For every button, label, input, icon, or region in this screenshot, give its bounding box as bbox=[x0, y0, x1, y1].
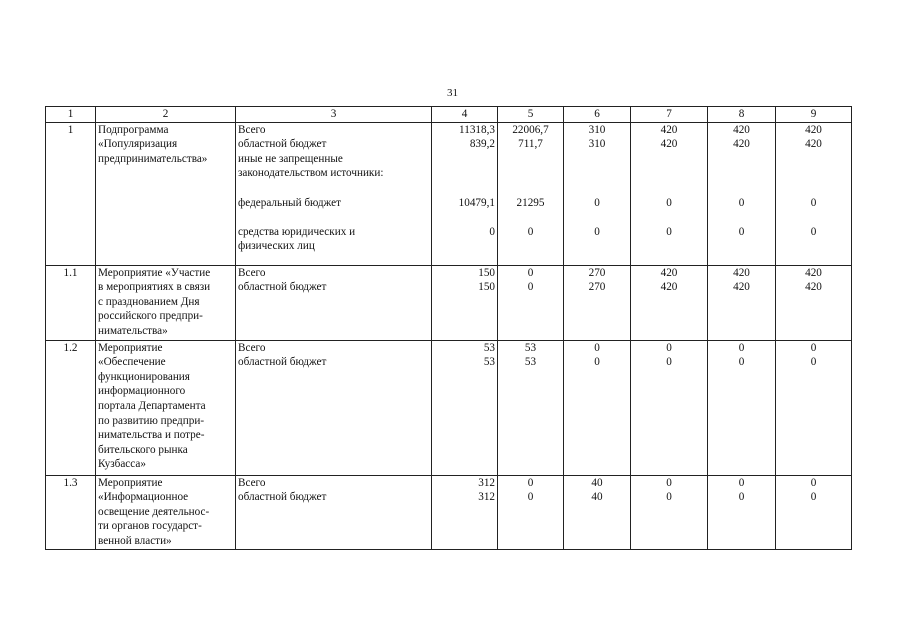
funding-source-line: Всего bbox=[238, 123, 266, 136]
row-number: 1.2 bbox=[46, 340, 96, 475]
row-number: 1.3 bbox=[46, 475, 96, 549]
amount-cell bbox=[776, 122, 852, 265]
program-name-line: по развитию предпри- bbox=[98, 414, 205, 427]
amount-value: 11318,3 bbox=[459, 123, 495, 136]
col-header: 6 bbox=[564, 107, 631, 123]
amount-value bbox=[778, 181, 849, 196]
amount-cell bbox=[498, 340, 564, 475]
amount-value: 0 bbox=[666, 341, 672, 354]
amount-value: 0 bbox=[594, 356, 600, 369]
amount-value bbox=[633, 166, 705, 181]
page-number: 31 bbox=[447, 87, 458, 99]
funding-source-line bbox=[238, 210, 429, 225]
program-name bbox=[96, 340, 236, 475]
amount-value bbox=[710, 166, 773, 181]
amount-cell bbox=[432, 122, 498, 265]
amount-cell bbox=[498, 475, 564, 549]
amount-value: 420 bbox=[733, 281, 750, 294]
amount-value bbox=[710, 210, 773, 225]
program-name-line: с празднованием Дня bbox=[98, 295, 200, 308]
amount-value: 53 bbox=[524, 356, 537, 369]
amount-value bbox=[500, 152, 561, 167]
amount-value: 0 bbox=[666, 225, 672, 238]
amount-value bbox=[434, 181, 495, 196]
funding-source-line: областной бюджет bbox=[238, 491, 327, 504]
amount-value: 0 bbox=[666, 491, 672, 504]
col-header: 2 bbox=[96, 107, 236, 123]
amount-cell bbox=[631, 265, 708, 340]
amount-cell bbox=[498, 265, 564, 340]
amount-cell bbox=[776, 340, 852, 475]
amount-cell bbox=[776, 265, 852, 340]
amount-value: 0 bbox=[527, 225, 534, 238]
program-name-line: «Популяризация bbox=[98, 138, 178, 151]
amount-value bbox=[434, 210, 495, 225]
amount-cell bbox=[708, 265, 776, 340]
amount-value: 53 bbox=[483, 356, 495, 369]
amount-value: 0 bbox=[738, 356, 745, 369]
amount-value: 0 bbox=[738, 491, 745, 504]
program-name-line: предпринимательства» bbox=[98, 152, 208, 165]
amount-value: 420 bbox=[805, 266, 822, 279]
amount-value: 270 bbox=[588, 266, 606, 279]
amount-value bbox=[778, 166, 849, 181]
amount-value: 0 bbox=[738, 225, 745, 238]
amount-value: 839,2 bbox=[469, 138, 495, 151]
amount-value: 420 bbox=[805, 123, 822, 136]
budget-table bbox=[45, 106, 852, 550]
amount-value: 0 bbox=[810, 491, 817, 504]
amount-value: 0 bbox=[738, 341, 745, 354]
amount-value: 420 bbox=[733, 138, 750, 151]
amount-value: 0 bbox=[594, 196, 600, 209]
amount-value: 312 bbox=[478, 476, 495, 489]
amount-value: 0 bbox=[738, 196, 745, 209]
amount-value: 22006,7 bbox=[512, 123, 549, 136]
program-name-line: Мероприятие «Участие bbox=[98, 266, 211, 279]
program-name-line: освещение деятельнос- bbox=[98, 505, 210, 518]
funding-source-line: иные не запрещенные bbox=[238, 152, 343, 165]
col-header: 7 bbox=[631, 107, 708, 123]
amount-value: 0 bbox=[527, 281, 534, 294]
col-header: 5 bbox=[498, 107, 564, 123]
amount-value bbox=[500, 210, 561, 225]
program-name-line: «Обеспечение bbox=[98, 356, 166, 369]
table-body bbox=[46, 122, 852, 549]
amount-value bbox=[633, 181, 705, 196]
col-header: 9 bbox=[776, 107, 852, 123]
col-header: 8 bbox=[708, 107, 776, 123]
amount-value bbox=[566, 152, 628, 167]
table-header-row bbox=[46, 107, 852, 123]
amount-value: 711,7 bbox=[518, 138, 543, 151]
funding-sources bbox=[236, 475, 432, 549]
amount-value bbox=[566, 210, 628, 225]
amount-value bbox=[566, 166, 628, 181]
amount-value: 0 bbox=[738, 476, 745, 489]
program-name-line: Кузбасса» bbox=[98, 458, 146, 471]
amount-value: 0 bbox=[810, 341, 817, 354]
funding-source-line: федеральный бюджет bbox=[238, 196, 341, 209]
amount-value bbox=[778, 239, 849, 254]
amount-value: 21295 bbox=[516, 196, 545, 209]
amount-value: 0 bbox=[666, 196, 672, 209]
funding-source-line: средства юридических и bbox=[238, 225, 356, 238]
funding-source-line: Всего bbox=[238, 476, 266, 489]
funding-source-line bbox=[238, 181, 429, 196]
program-name bbox=[96, 122, 236, 265]
amount-value: 0 bbox=[666, 476, 672, 489]
amount-value: 0 bbox=[527, 491, 534, 504]
amount-value: 53 bbox=[483, 341, 495, 354]
table-row bbox=[46, 340, 852, 475]
funding-source-line: областной бюджет bbox=[238, 281, 327, 294]
funding-sources bbox=[236, 340, 432, 475]
amount-value bbox=[633, 210, 705, 225]
amount-cell bbox=[432, 475, 498, 549]
amount-value bbox=[710, 239, 773, 254]
program-name-line: Мероприятие bbox=[98, 341, 163, 354]
amount-value bbox=[778, 210, 849, 225]
program-name-line: Подпрограмма bbox=[98, 123, 169, 136]
funding-source-line: областной бюджет bbox=[238, 138, 327, 151]
col-header: 3 bbox=[236, 107, 432, 123]
amount-cell bbox=[564, 340, 631, 475]
program-name-line: портала Департамента bbox=[98, 399, 206, 412]
amount-value: 420 bbox=[660, 138, 678, 151]
funding-source-line: физических лиц bbox=[238, 240, 315, 253]
funding-source-line: областной бюджет bbox=[238, 356, 327, 369]
amount-value: 0 bbox=[594, 225, 600, 238]
program-name-line: информационного bbox=[98, 385, 186, 398]
table-row bbox=[46, 475, 852, 549]
program-name bbox=[96, 265, 236, 340]
amount-value: 0 bbox=[489, 225, 495, 238]
amount-value: 420 bbox=[733, 266, 750, 279]
amount-value bbox=[434, 166, 495, 181]
program-name-line: венной власти» bbox=[98, 534, 172, 547]
amount-value: 0 bbox=[810, 196, 817, 209]
amount-cell bbox=[432, 340, 498, 475]
table-row bbox=[46, 122, 852, 265]
program-name-line: функционирования bbox=[98, 370, 190, 383]
funding-sources bbox=[236, 265, 432, 340]
amount-value bbox=[633, 152, 705, 167]
amount-value: 150 bbox=[478, 266, 495, 279]
amount-value: 40 bbox=[591, 491, 603, 504]
amount-value: 420 bbox=[733, 123, 750, 136]
col-header: 4 bbox=[432, 107, 498, 123]
program-name-line: бительского рынка bbox=[98, 443, 188, 456]
program-name-line: Мероприятие bbox=[98, 476, 163, 489]
amount-value bbox=[566, 181, 628, 196]
amount-value bbox=[566, 239, 628, 254]
program-name-line: «Информационное bbox=[98, 491, 189, 504]
amount-value: 312 bbox=[478, 491, 495, 504]
row-number: 1 bbox=[46, 122, 96, 265]
amount-cell bbox=[708, 122, 776, 265]
funding-source-line: Всего bbox=[238, 266, 266, 279]
amount-value: 0 bbox=[594, 341, 600, 354]
amount-value: 53 bbox=[524, 341, 537, 354]
amount-value: 10479,1 bbox=[458, 196, 495, 209]
amount-value: 420 bbox=[660, 123, 678, 136]
amount-cell bbox=[564, 475, 631, 549]
amount-value: 310 bbox=[588, 138, 606, 151]
amount-value: 0 bbox=[527, 476, 534, 489]
amount-value: 420 bbox=[660, 266, 678, 279]
amount-value bbox=[710, 181, 773, 196]
table-row bbox=[46, 265, 852, 340]
amount-value bbox=[710, 152, 773, 167]
amount-cell bbox=[776, 475, 852, 549]
amount-cell bbox=[564, 122, 631, 265]
amount-value: 310 bbox=[588, 123, 606, 136]
program-name-line: ти органов государст- bbox=[98, 520, 202, 533]
amount-value bbox=[633, 239, 705, 254]
amount-value: 150 bbox=[478, 281, 495, 294]
amount-value: 420 bbox=[805, 281, 822, 294]
amount-value: 420 bbox=[805, 138, 822, 151]
amount-value: 0 bbox=[527, 266, 534, 279]
amount-cell bbox=[631, 122, 708, 265]
amount-cell bbox=[432, 265, 498, 340]
col-header: 1 bbox=[46, 107, 96, 123]
row-number: 1.1 bbox=[46, 265, 96, 340]
amount-value: 0 bbox=[666, 356, 672, 369]
amount-value bbox=[500, 181, 561, 196]
amount-value: 0 bbox=[810, 356, 817, 369]
amount-value: 0 bbox=[810, 476, 817, 489]
funding-source-line: Всего bbox=[238, 341, 266, 354]
amount-value: 0 bbox=[810, 225, 817, 238]
amount-value bbox=[434, 152, 495, 167]
amount-value bbox=[500, 239, 561, 254]
program-name-line: в мероприятиях в связи bbox=[98, 281, 211, 294]
amount-value: 420 bbox=[660, 281, 678, 294]
amount-value bbox=[500, 166, 561, 181]
amount-cell bbox=[631, 340, 708, 475]
amount-cell bbox=[564, 265, 631, 340]
amount-value bbox=[434, 239, 495, 254]
program-name-line: российского предпри- bbox=[98, 310, 203, 323]
amount-cell bbox=[708, 475, 776, 549]
program-name bbox=[96, 475, 236, 549]
amount-value: 40 bbox=[591, 476, 603, 489]
amount-cell bbox=[631, 475, 708, 549]
amount-value: 270 bbox=[588, 281, 606, 294]
program-name-line: нимательства и потре- bbox=[98, 429, 205, 442]
program-name-line: нимательства» bbox=[98, 324, 168, 337]
amount-value bbox=[778, 152, 849, 167]
amount-cell bbox=[708, 340, 776, 475]
funding-sources bbox=[236, 122, 432, 265]
funding-source-line: законодательством источники: bbox=[238, 167, 384, 180]
amount-cell bbox=[498, 122, 564, 265]
